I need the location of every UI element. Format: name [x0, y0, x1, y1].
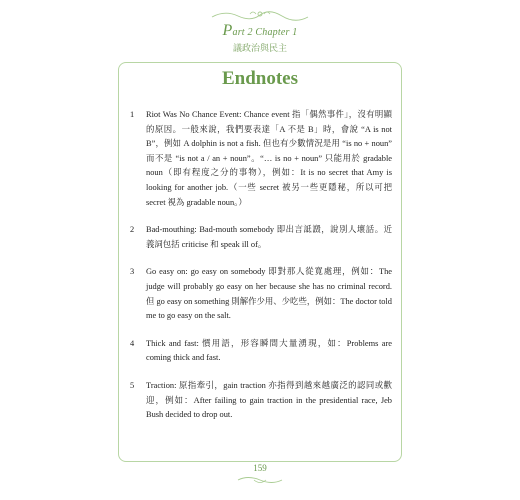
endnotes-list: [130, 108, 392, 436]
page-header: [0, 0, 520, 60]
endnote-number: 1: [130, 110, 135, 119]
page-title: Endnotes: [221, 68, 299, 89]
endnote-item: [130, 108, 392, 210]
page-number: 159: [253, 463, 267, 473]
endnote-number: 4: [130, 338, 135, 348]
endnote-item: [130, 379, 392, 423]
endnote-item: [130, 265, 392, 323]
endnote-text: Traction: 原指牽引，gain traction 亦指得到越來越廣泛的認同或歡迎，例如：After failing to gain traction in the presidential race, Jeb Bush decided to drop out.: [146, 380, 392, 420]
endnote-item: [130, 337, 392, 366]
endnote-number: 2: [130, 225, 135, 235]
endnote-text: Riot Was No Chance Event: Chance event 指「偶然事件」，沒有明顯的原因。一般來說，我們要表達「A 不是 B」時，會說 “A is not B”，例如 A dolphin is not a fish. 但也有少數情況是用 “is no + noun” 而不是 “is not a / an + noun”。“… is no + noun” 只能用於 gradable noun（即有程度之分的事物），例如：It is no secret that Amy is looking for another job.（一些 secret 被另一些更隱秘，所以可把 secret 視為 gradable noun。）: [146, 110, 392, 207]
endnote-text: Bad-mouthing: Bad-mouth somebody 即出言詆譭，說別人壞話。近義詞包括 criticise 和 speak ill of。: [146, 225, 392, 249]
chapter-title: Part 2 Chapter 1: [222, 22, 298, 39]
vine-ornament-icon: [210, 8, 310, 22]
endnote-number: 3: [130, 267, 135, 277]
footer-ornament-icon: [236, 474, 284, 486]
endnote-text: Go easy on: go easy on somebody 即對那人從寬處理，例如：The judge will probably go easy on her because she has no criminal record. 但 go easy on something 則解作少用、少吃些，例如：The doctor told me to go easy on the salt.: [146, 267, 392, 321]
endnote-number: 5: [130, 380, 135, 390]
endnote-text: Thick and fast: 慣用語，形容瞬間大量湧現，如：Problems are coming thick and fast.: [146, 338, 392, 363]
chapter-subtitle: 議政治與民主: [232, 43, 287, 53]
endnote-item: [130, 223, 392, 252]
